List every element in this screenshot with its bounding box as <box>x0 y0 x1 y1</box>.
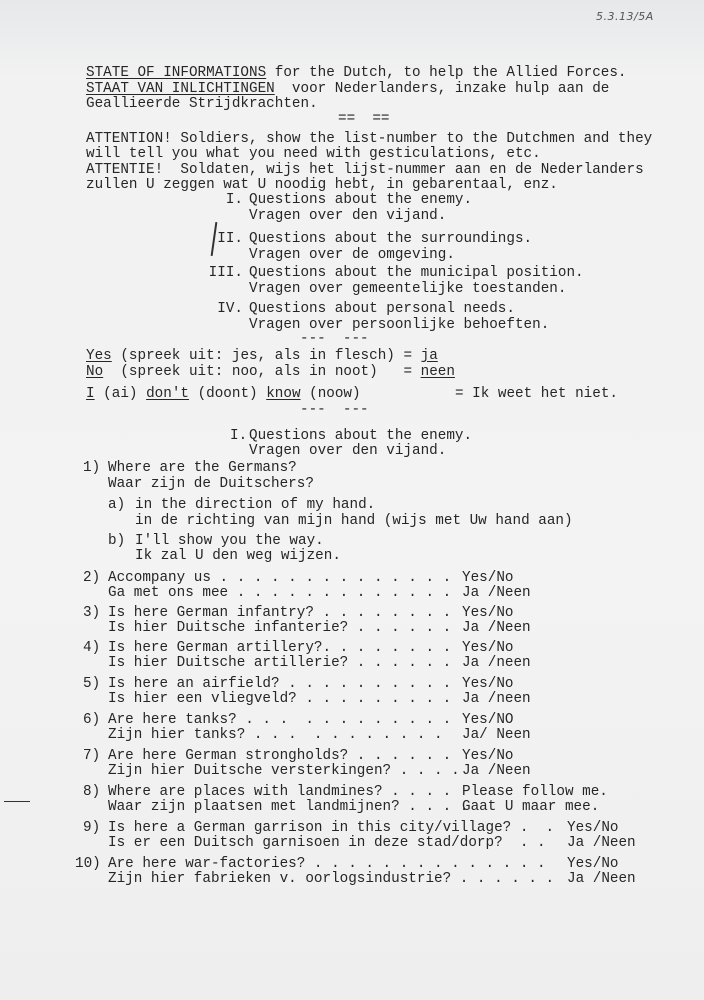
no-word: No <box>86 364 104 380</box>
answer-en: Yes/No <box>567 856 619 872</box>
answer-nl: Ja /Neen <box>462 763 531 779</box>
title-dutch-line2: Geallieerde Strijdkrachten. <box>86 96 318 112</box>
title-english <box>86 65 627 81</box>
section-title-en: Questions about personal needs. <box>249 301 515 317</box>
question-en: Are here war-factories? . . . . . . . . . . . . . . <box>108 856 546 872</box>
q1-nl: Waar zijn de Duitschers? <box>108 476 314 492</box>
question-en: Is here a German garrison in this city/village? . . <box>108 820 555 836</box>
section-one-number: I. <box>230 428 248 444</box>
question-en: Are here German strongholds? . . . . . . <box>108 748 452 764</box>
q1-en: Where are the Germans? <box>108 460 297 476</box>
question-number: 3) <box>83 605 101 621</box>
answer-nl: Ja /Neen <box>462 620 531 636</box>
section-title-en: Questions about the enemy. <box>249 192 473 208</box>
answer-en: Yes/No <box>462 676 514 692</box>
question-en: Is here an airfield? . . . . . . . . . . <box>108 676 452 692</box>
answer-nl: Ja /Neen <box>462 585 531 601</box>
attention-nl-2: zullen U zeggen wat U noodig hebt, in gebarentaal, enz. <box>86 177 558 193</box>
attention-nl-1: ATTENTIE! Soldaten, wijs het lijst-nummer aan en de Nederlanders <box>86 162 644 178</box>
answer-en: Yes/No <box>462 748 514 764</box>
i-pron: (ai) <box>94 386 147 402</box>
section-one-title-nl: Vragen over den vijand. <box>249 443 447 459</box>
question-number: 4) <box>83 640 101 656</box>
question-number: 5) <box>83 676 101 692</box>
archive-reference: 5.3.13/5A <box>596 10 654 23</box>
question-nl: Is er een Duitsch garnisoen in deze stad/dorp? . . <box>108 835 546 851</box>
glossary-yes <box>86 348 438 364</box>
dont-pron: (doont) <box>188 386 267 402</box>
divider-2: --- --- <box>300 402 369 418</box>
title-english-rest: for the Dutch, to help the Allied Forces. <box>266 65 627 81</box>
glossary-dont-know <box>86 386 618 402</box>
section-number: II. <box>217 231 243 247</box>
yes-dutch: ja <box>420 348 438 364</box>
section-title-nl: Vragen over persoonlijke behoeften. <box>249 317 550 333</box>
question-number: 8) <box>83 784 101 800</box>
yes-pronunciation: (spreek uit: jes, als in flesch) = <box>111 348 421 364</box>
title-dutch-rest: voor Nederlanders, inzake hulp aan de <box>274 81 610 97</box>
q1b-nl: Ik zal U den weg wijzen. <box>135 548 341 564</box>
section-title-nl: Vragen over den vijand. <box>249 208 447 224</box>
answer-nl: Gaat U maar mee. <box>462 799 600 815</box>
know-word: know <box>266 386 301 402</box>
question-en: Is here German infantry? . . . . . . . . <box>108 605 452 621</box>
question-en: Is here German artillery?. . . . . . . . <box>108 640 452 656</box>
question-nl: Zijn hier Duitsche versterkingen? . . . . <box>108 763 460 779</box>
section-title-nl: Vragen over de omgeving. <box>249 247 455 263</box>
question-nl: Is hier een vliegveld? . . . . . . . . . <box>108 691 452 707</box>
section-number: I. <box>225 192 243 208</box>
header-separator: == == <box>338 111 390 127</box>
answer-en: Yes/No <box>462 570 514 586</box>
margin-mark <box>4 801 30 802</box>
question-number: 9) <box>83 820 101 836</box>
section-number: IV. <box>217 301 243 317</box>
question-number: 7) <box>83 748 101 764</box>
answer-en: Yes/No <box>567 820 619 836</box>
answer-en: Yes/No <box>462 640 514 656</box>
attention-en-1: ATTENTION! Soldiers, show the list-number to the Dutchmen and they <box>86 131 653 147</box>
section-title-en: Questions about the municipal position. <box>249 265 584 281</box>
answer-en: Please follow me. <box>462 784 608 800</box>
question-nl: Waar zijn plaatsen met landmijnen? . . . . <box>108 799 469 815</box>
i-word: I <box>86 386 95 402</box>
section-title-nl: Vragen over gemeentelijke toestanden. <box>249 281 567 297</box>
question-number: 2) <box>83 570 101 586</box>
no-dutch: neen <box>420 364 455 380</box>
answer-en: Yes/No <box>462 605 514 621</box>
q1a-en: in the direction of my hand. <box>135 497 376 513</box>
answer-nl: Ja /Neen <box>567 871 636 887</box>
answer-nl: Ja/ Neen <box>462 727 531 743</box>
question-nl: Zijn hier fabrieken v. oorlogsindustrie? . . . . . . <box>108 871 555 887</box>
question-nl: Zijn hier tanks? . . . . . . . . . . . <box>108 727 443 743</box>
title-english-underlined: STATE OF INFORMATIONS <box>86 65 267 81</box>
question-en: Accompany us . . . . . . . . . . . . . . <box>108 570 452 586</box>
attention-en-2: will tell you what you need with gesticulations, etc. <box>86 146 541 162</box>
glossary-no <box>86 364 455 380</box>
answer-en: Yes/NO <box>462 712 514 728</box>
answer-nl: Ja /neen <box>462 655 531 671</box>
divider: --- --- <box>300 331 369 347</box>
question-en: Are here tanks? . . . . . . . . . . . . <box>108 712 452 728</box>
title-dutch <box>86 81 609 97</box>
question-nl: Ga met ons mee . . . . . . . . . . . . . <box>108 585 452 601</box>
section-title-en: Questions about the surroundings. <box>249 231 533 247</box>
no-pronunciation: (spreek uit: noo, als in noot) = <box>103 364 421 380</box>
question-nl: Is hier Duitsche artillerie? . . . . . . <box>108 655 452 671</box>
title-dutch-underlined: STAAT VAN INLICHTINGEN <box>86 81 275 97</box>
section-one-title-en: Questions about the enemy. <box>249 428 473 444</box>
answer-nl: Ja /neen <box>462 691 531 707</box>
answer-nl: Ja /Neen <box>567 835 636 851</box>
q1-number: 1) <box>83 460 101 476</box>
question-nl: Is hier Duitsche infanterie? . . . . . . <box>108 620 452 636</box>
question-number: 10) <box>75 856 101 872</box>
q1b-label: b) <box>108 533 126 549</box>
q1b-en: I'll show you the way. <box>135 533 324 549</box>
q1a-label: a) <box>108 497 126 513</box>
question-number: 6) <box>83 712 101 728</box>
know-pron: (noow) = Ik weet het niet. <box>300 386 618 402</box>
dont-word: don't <box>146 386 189 402</box>
question-en: Where are places with landmines? . . . . <box>108 784 452 800</box>
q1a-nl: in de richting van mijn hand (wijs met Uw hand aan) <box>135 513 573 529</box>
section-number: III. <box>208 265 243 281</box>
yes-word: Yes <box>86 348 112 364</box>
